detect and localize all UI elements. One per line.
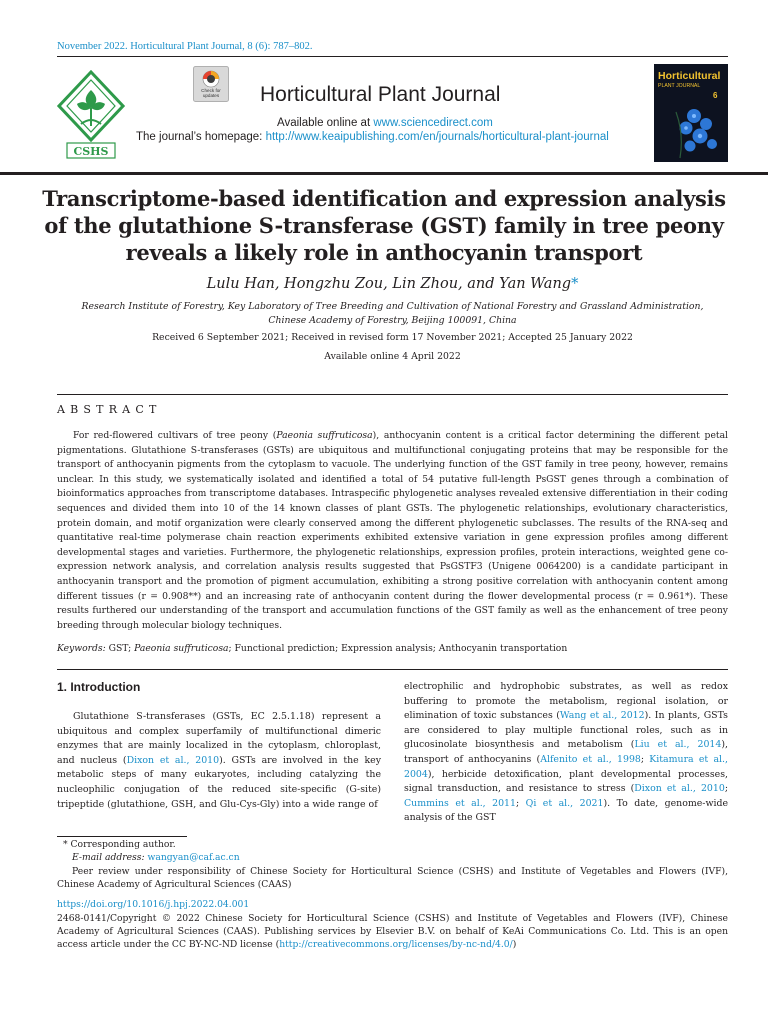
abstract-body [57, 429, 728, 633]
sciencedirect-link[interactable]: www.sciencedirect.com [373, 117, 493, 129]
homepage-label: The journal’s homepage: [136, 131, 266, 143]
header-rule [0, 172, 768, 175]
cover-issue: 6 [713, 91, 718, 100]
abstract-part-1: For red-flowered cultivars of tree peony ( [73, 430, 277, 441]
authors-text: Lulu Han, Hongzhu Zou, Lin Zhou, and Yan Wang [206, 276, 572, 292]
intro-right-column [404, 680, 728, 826]
ref-link[interactable]: Qi et al., 2021 [525, 797, 604, 809]
ref-link[interactable]: Dixon et al., 2010 [634, 783, 725, 795]
footnote-rule [57, 836, 187, 837]
ref-link[interactable]: Cummins et al., 2011 [404, 797, 516, 809]
doi-link[interactable] [57, 899, 249, 910]
crossmark-icon[interactable] [193, 66, 229, 102]
top-rule [57, 56, 728, 57]
corresponding-author-mark[interactable]: * [571, 276, 579, 292]
available-label: Available online at [277, 117, 374, 129]
keywords-rule [57, 669, 728, 670]
keywords-part-2: ; Functional prediction; Expression analysis; Anthocyanin transportation [228, 643, 568, 654]
ref-separator: ; [724, 783, 728, 795]
ref-separator: ; [516, 797, 526, 809]
keywords-line [57, 643, 728, 654]
author-list [57, 276, 728, 292]
homepage-link[interactable]: http://www.keaipublishing.com/en/journals/horticultural-plant-journal [265, 131, 609, 143]
received-dates: Received 6 September 2021; Received in revised form 17 November 2021; Accepted 25 January 2022 [152, 332, 633, 343]
license-close: ) [512, 939, 517, 950]
abstract-heading: ABSTRACT [57, 403, 162, 416]
ref-link[interactable]: Dixon et al., 2010 [126, 754, 220, 766]
abstract-part-2: ), anthocyanin content is a critical factor determining the different petal pigmentations. Glutathione S-transferases (GSTs) are ubiquitous and multifunctional conjugating proteins that may be responsible for the transport of anthocyanin pigments from the cytoplasm to vacuole. The underlying function of the GST family in tree peony, however, remains unclear. In this study, we systematically isolated and identified a total of 54 putative full-length PsGST genes through a combination of bioinformatics approaches from transcriptome databases. Intraspecific phylogenetic analyses revealed extensive differentiation in their coding sequences and divided them into 10 of the 14 known classes of plant GSTs. The phylogenetic relationships, evolutionary characteristics, protein domain, and motif organization were clearly conserved among the different phylogenetic subclasses. The results of the RNA-seq and quantitative real-time polymerase chain reaction experiments exhibited extensive variation in gene expression profiles among different developmental stages and varieties. Furthermore, the phylogenetic relationships, expression profiles, protein interactions, weighted gene co-expression network analysis, and correlation analysis results suggested that PsGSTF3 (Unigene 0064200) is a candidate participant in anthocyanin transport and the promotion of pigment accumulation, exhibiting a strong positive correlation with anthocyanin content among different tissues (r = 0.908**) and an increasing rate of anthocyanin content during the flower developmental process (r = 0.961*). These results furthered our understanding of the transport and accumulation functions of the GST family as well as the enhancement of tree peony breeding through molecular biology techniques. [57, 430, 728, 631]
license-note [57, 912, 728, 951]
cover-title-line1: Horticultural [658, 70, 721, 82]
abstract-rule [57, 394, 728, 395]
license-text: 2468-0141/Copyright © 2022 Chinese Society for Horticultural Science (CSHS) and Institute of Vegetables and Flowers (IVF), Chinese Academy of Agricultural Sciences (CAAS). Publishing services by Elsevier B.V. on behalf of KeAi Communications Co. Ltd. This is an open access article under the CC BY-NC-ND license ( [57, 913, 728, 950]
available-online-date: Available online 4 April 2022 [324, 351, 461, 362]
keywords-label: Keywords: [57, 643, 106, 654]
ref-separator: ; [640, 753, 650, 765]
email-line [72, 852, 240, 863]
intro-right-text-2: ). In plants, GSTs are considered to play multiple functional roles, such as in glucosinolate biosynthesis and metabolism ( [404, 710, 728, 751]
peer-review-note: Peer review under responsibility of Chinese Society for Horticultural Science (CSHS) and Institute of Vegetables and Flowers (IVF), Chinese Academy of Agricultural Sciences (CAAS) [57, 866, 728, 890]
ref-link[interactable]: Wang et al., 2012 [559, 710, 645, 722]
keywords-species: Paeonia suffruticosa [134, 643, 229, 654]
corresponding-author-note: * Corresponding author. [63, 839, 176, 850]
ref-link[interactable]: Liu et al., 2014 [634, 739, 722, 751]
journal-title: Horticultural Plant Journal [260, 83, 501, 106]
email-link[interactable]: wangyan@caf.ac.cn [147, 852, 240, 863]
intro-right-text-5: ). To date, genome-wide analysis of the GST [404, 797, 729, 824]
journal-cover-icon[interactable] [654, 64, 728, 162]
email-label: E-mail address: [72, 852, 148, 863]
intro-right-text-4: ), herbicide detoxification, plant developmental processes, signal transduction, and resistance to stress ( [404, 768, 728, 795]
intro-left-column [57, 710, 381, 812]
available-online-line [277, 117, 493, 129]
license-link[interactable]: http://creativecommons.org/licenses/by-nc-nd/4.0/ [279, 939, 513, 950]
homepage-line [136, 131, 609, 143]
intro-right-text-1: electrophilic and hydrophobic substrates, as well as redox buffering to promote the metabolism, regional isolation, or elimination of toxic substances ( [404, 681, 728, 722]
article-title: Transcriptome-based identification and expression analysis of the glutathione S-transferase (GST) family in tree peony reveals a likely role in anthocyanin transport [42, 186, 726, 265]
ref-link[interactable]: Alfenito et al., 1998 [540, 753, 641, 765]
ref-link[interactable]: Kitamura et al., 2004 [404, 753, 728, 780]
citation-line[interactable]: November 2022. Horticultural Plant Journal, 8 (6): 787–802. [57, 41, 313, 52]
cshs-logo-icon [57, 70, 125, 160]
intro-right-text-3: ), transport of anthocyanins ( [404, 739, 728, 765]
section-heading-introduction: 1. Introduction [57, 680, 141, 694]
abstract-species: Paeonia suffruticosa [276, 430, 373, 441]
crossmark-label: Check for updates [201, 88, 221, 98]
keywords-part-1: GST; [105, 643, 135, 654]
affiliation: Research Institute of Forestry, Key Laboratory of Tree Breeding and Cultivation of National Forestry and Grassland Administration, Chinese Academy of Forestry, Beijing 100091, China [81, 301, 704, 326]
logo-text: CSHS [73, 145, 109, 158]
intro-left-text-2: ). GSTs are involved in the key metabolic steps of many eukaryotes, including catalyzing the nucleophilic conjugation of the reduced site-specific (G-site) tripeptide (glutathione, GSH, and Glu-Cys-Gly) into a wide range of [57, 754, 382, 810]
intro-left-text-1: Glutathione S-transferases (GSTs, EC 2.5.1.18) represent a ubiquitous and complex superfamily of multifunctional dimeric enzymes that are mainly localized in the cytoplasm, chloroplast, and nucleus ( [57, 711, 381, 766]
doi-text[interactable]: https://doi.org/10.1016/j.hpj.2022.04.001 [57, 899, 250, 910]
cover-title-line2: PLANT JOURNAL [658, 83, 701, 89]
